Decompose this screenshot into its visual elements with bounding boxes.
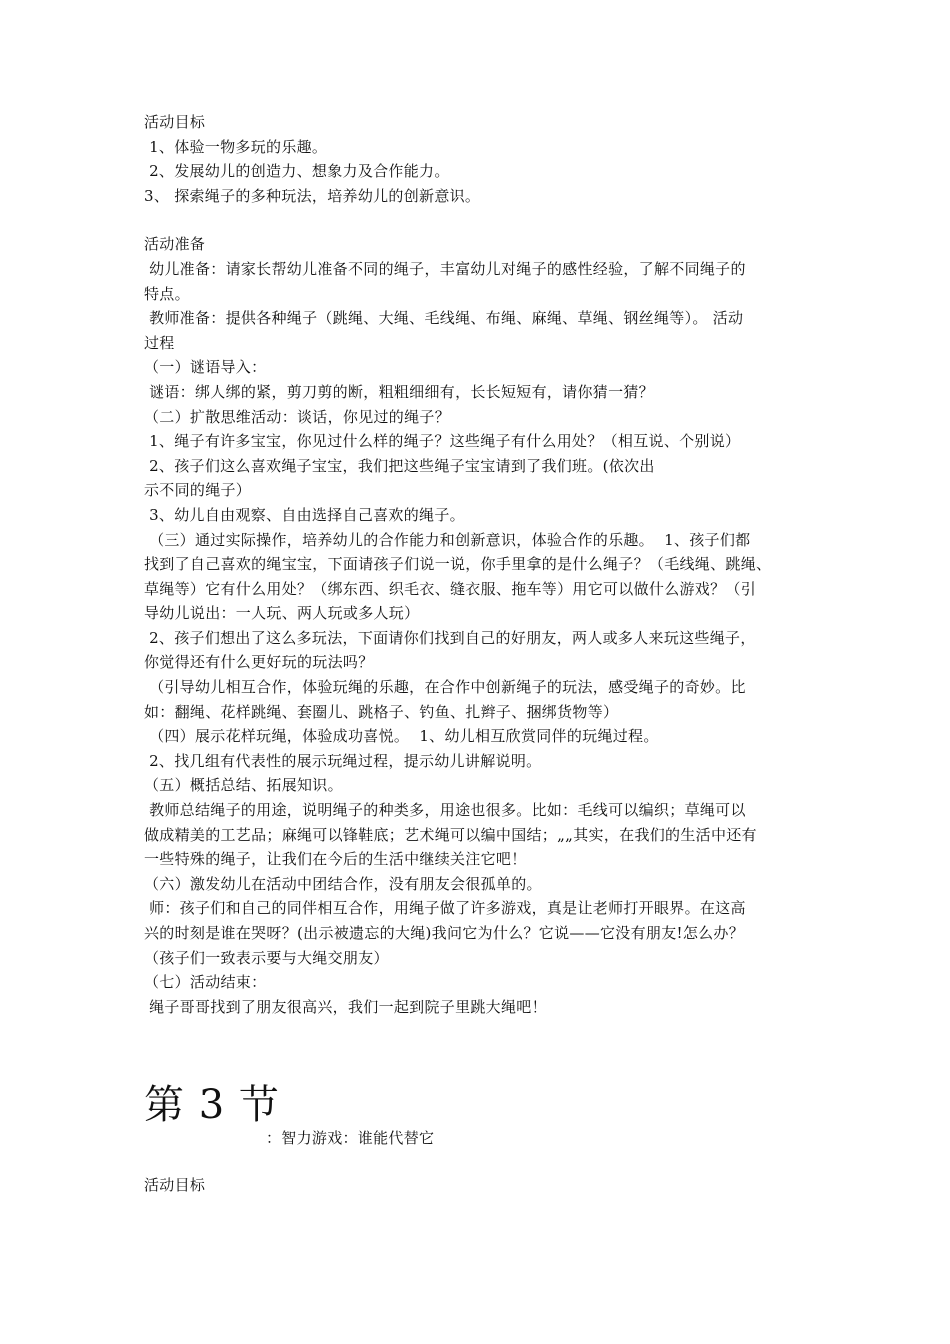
body-line: 导幼儿说出：一人玩、两人玩或多人玩） <box>144 604 420 623</box>
body-line: 示不同的绳子） <box>144 481 252 500</box>
goal-item-2: 2、发展幼儿的创造力、想象力及合作能力。 <box>144 162 450 181</box>
body-line: 教师总结绳子的用途，说明绳子的种类多，用途也很多。比如：毛线可以编织；草绳可以 <box>144 801 746 820</box>
body-line: 做成精美的工艺品；麻绳可以锋鞋底；艺术绳可以编中国结；„„其实，在我们的生活中还有 <box>144 825 757 844</box>
body-line: 兴的时刻是谁在哭呀？(出示被遗忘的大绳)我问它为什么？它说——它没有朋友!怎么办？ <box>144 924 745 942</box>
body-line: 2、孩子们这么喜欢绳子宝宝，我们把这些绳子宝宝请到了我们班。(依次出 <box>144 456 655 475</box>
section-heading: 第 3 节 <box>144 1082 280 1129</box>
body-line: （二）扩散思维活动：谈话，你见过的绳子？ <box>144 407 451 426</box>
body-line: 找到了自己喜欢的绳宝宝，下面请孩子们说一说，你手里拿的是什么绳子？（毛线绳、跳绳、 <box>144 555 772 574</box>
body-line: 你觉得还有什么更好玩的玩法吗？ <box>144 653 374 672</box>
goal-item-1: 1、体验一物多玩的乐趣。 <box>144 137 328 156</box>
body-line: 师：孩子们和自己的同伴相互合作，用绳子做了许多游戏，真是让老师打开眼界。在这高 <box>144 899 746 918</box>
section-subheading: ：智力游戏：谁能代替它 <box>266 1129 435 1148</box>
document-page <box>144 110 814 1198</box>
body-line: （六）激发幼儿在活动中团结合作，没有朋友会很孤单的。 <box>144 874 542 893</box>
body-line: 一些特殊的绳子，让我们在今后的生活中继续关注它吧！ <box>144 850 527 869</box>
body-line: 过程 <box>144 333 175 352</box>
body-line: （三）通过实际操作，培养幼儿的合作能力和创新意识，体验合作的乐趣。 1、孩子们都 <box>144 530 751 549</box>
body-line: （七）活动结束： <box>144 973 267 992</box>
body-line: 绳子哥哥找到了朋友很高兴，我们一起到院子里跳大绳吧！ <box>144 997 547 1016</box>
body-line: （引导幼儿相互合作，体验玩绳的乐趣，在合作中创新绳子的玩法，感受绳子的奇妙。比 <box>144 678 746 697</box>
body-line: 2、找几组有代表性的展示玩绳过程，提示幼儿讲解说明。 <box>144 751 542 770</box>
body-line: 1、绳子有许多宝宝，你见过什么样的绳子？这些绳子有什么用处？（相互说、个别说） <box>144 432 741 451</box>
body-line: （一）谜语导入： <box>144 358 267 377</box>
body-line: 草绳等）它有什么用处？（绑东西、织毛衣、缝衣服、拖车等）用它可以做什么游戏？（引 <box>144 579 757 598</box>
body-line: 特点。 <box>144 284 190 303</box>
body-line: 如：翻绳、花样跳绳、套圈儿、跳格子、钓鱼、扎辫子、捆绑货物等） <box>144 702 619 721</box>
goal-item-3: 3、 探索绳子的多种玩法，培养幼儿的创新意识。 <box>144 186 481 205</box>
body-line: （四）展示花样玩绳，体验成功喜悦。 1、幼儿相互欣赏同伴的玩绳过程。 <box>144 727 659 746</box>
section-title-goals: 活动目标 <box>144 113 206 131</box>
paragraph-gap <box>144 1149 814 1173</box>
section-gap <box>144 1019 814 1077</box>
section-title-goals-2: 活动目标 <box>144 1176 206 1195</box>
paragraph-gap <box>144 208 814 232</box>
section-title-preparation: 活动准备 <box>144 235 206 254</box>
body-line: 幼儿准备：请家长帮幼儿准备不同的绳子，丰富幼儿对绳子的感性经验，了解不同绳子的 <box>144 259 746 278</box>
body-line: 教师准备：提供各种绳子（跳绳、大绳、毛线绳、布绳、麻绳、草绳、钢丝绳等）。 活动 <box>144 309 744 328</box>
body-line: 谜语：绑人绑的紧，剪刀剪的断，粗粗细细有，长长短短有，请你猜一猜？ <box>144 382 654 401</box>
body-line: 2、孩子们想出了这么多玩法，下面请你们找到自己的好朋友，两人或多人来玩这些绳子， <box>144 628 756 647</box>
body-line: （五）概括总结、拓展知识。 <box>144 776 343 795</box>
body-line: 3、幼儿自由观察、自由选择自己喜欢的绳子。 <box>144 505 465 524</box>
body-line: （孩子们一致表示要与大绳交朋友） <box>144 948 389 967</box>
